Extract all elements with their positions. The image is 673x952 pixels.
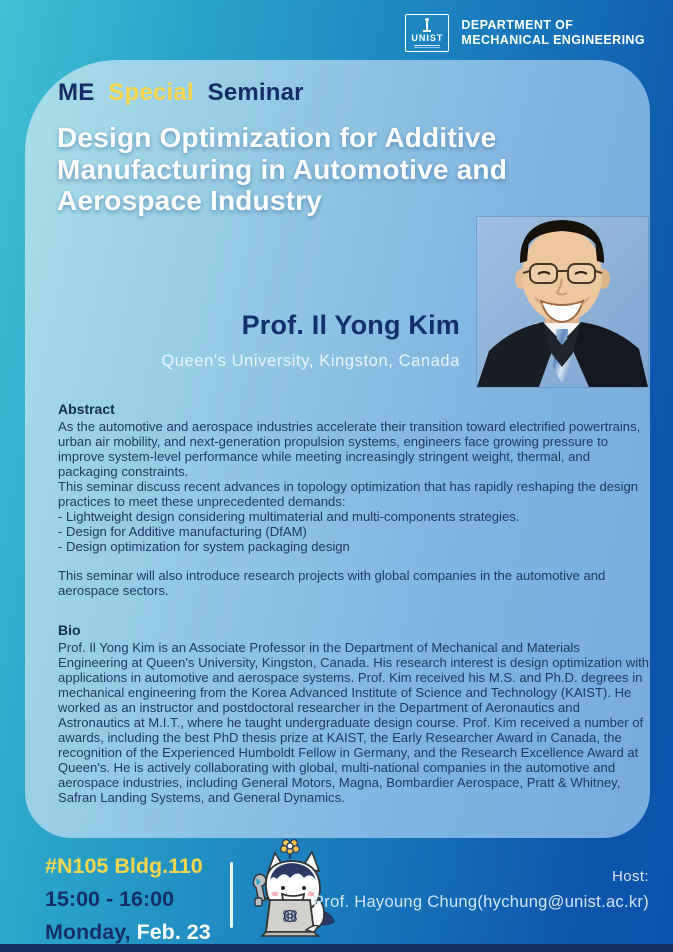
- event-location: #N105 Bldg.110: [45, 854, 203, 878]
- footer-divider: [230, 862, 233, 928]
- bio-section: [58, 622, 650, 805]
- poster-footer: [0, 838, 673, 944]
- bio-paragraph: Prof. Il Yong Kim is an Associate Professor in the Department of Mechanical and Materials Engineering at Queen's University, Kingston, Canada. His research interest is design optimization with applications in automotive and aerospace systems. Prof. Kim received his M.S. and Ph.D. degrees in mechanical engineering from the Korea Advanced Institute of Science and Technology (KAIST). He worked as an instructor and postdoctoral researcher in the Department of Aeronautics and Astronautics at M.I.T., where he taught undergraduate design course. Prof. Kim received a number of awards, including the best PhD thesis prize at KAIST, the Early Researcher Award in Canada, the recognition of the Experienced Humboldt Fellow in Germany, and the Research Excellence Award at Queen's. He is actively collaborating with global, multi-national companies in the automotive and aerospace industries, including General Motors, Magna, Bombardier Aerospace, Pratt & Whitney, Safran Landing Systems, and General Dynamics.: [58, 640, 650, 805]
- unist-logo-icon: [405, 14, 449, 52]
- abstract-paragraph-2: This seminar discuss recent advances in topology optimization that has rapidly reshaping the design practices to meet these unprecedented demands:: [58, 479, 639, 509]
- department-line2: MECHANICAL ENGINEERING: [461, 33, 645, 47]
- series-special: Special: [108, 79, 194, 106]
- speaker-affiliation: Queen's University, Kingston, Canada: [161, 352, 460, 370]
- event-day: Monday,: [45, 920, 131, 944]
- abstract-paragraph-1: As the automotive and aerospace industries accelerate their transition toward electrified powertrains, urban air mobility, and next-generation propulsion systems, engineers face growing pressure to improve system-level performance while meeting increasingly stringent weight, thermal, and packaging constraints.: [58, 419, 641, 479]
- speaker-portrait-illustration: [477, 217, 648, 387]
- event-date-value: Feb. 23: [136, 920, 211, 944]
- abstract-paragraph-3: This seminar will also introduce research projects with global companies in the automotive and aerospace sectors.: [58, 568, 606, 598]
- paragraph-spacer: [58, 554, 650, 568]
- series-seminar: Seminar: [207, 79, 304, 106]
- unist-brand: [405, 14, 645, 52]
- host-block: [313, 868, 649, 912]
- series-me: ME: [58, 79, 95, 106]
- event-details: [45, 850, 211, 949]
- unist-logo-subtext: [414, 45, 440, 48]
- abstract-bullet-1: - Lightweight design considering multimaterial and multi-components strategies.: [58, 509, 520, 524]
- abstract-bullet-2: - Design for Additive manufacturing (DfAM): [58, 524, 307, 539]
- bottom-accent-strip: [0, 944, 673, 952]
- poster-header: [0, 0, 673, 60]
- unist-tower-icon: [426, 21, 428, 30]
- abstract-heading: Abstract: [58, 401, 115, 417]
- speaker-info: [161, 310, 460, 371]
- event-time: 15:00 - 16:00: [45, 887, 175, 911]
- abstract-section: [58, 401, 650, 598]
- host-label: Host:: [611, 868, 649, 885]
- speaker-name: Prof. Il Yong Kim: [241, 310, 460, 340]
- unist-logo-word: UNIST: [411, 32, 444, 43]
- department-line1: DEPARTMENT OF: [461, 17, 574, 32]
- bio-heading: Bio: [58, 622, 81, 638]
- department-name: [461, 18, 645, 49]
- seminar-card: [25, 60, 650, 838]
- seminar-title: Design Optimization for Additive Manufacturing in Automotive and Aerospace Industry: [57, 122, 508, 216]
- seminar-series-label: [58, 79, 304, 107]
- abstract-bullet-3: - Design optimization for system packaging design: [58, 539, 350, 554]
- host-contact: Prof. Hayoung Chung(hychung@unist.ac.kr): [313, 893, 649, 911]
- speaker-portrait-photo: [477, 217, 648, 387]
